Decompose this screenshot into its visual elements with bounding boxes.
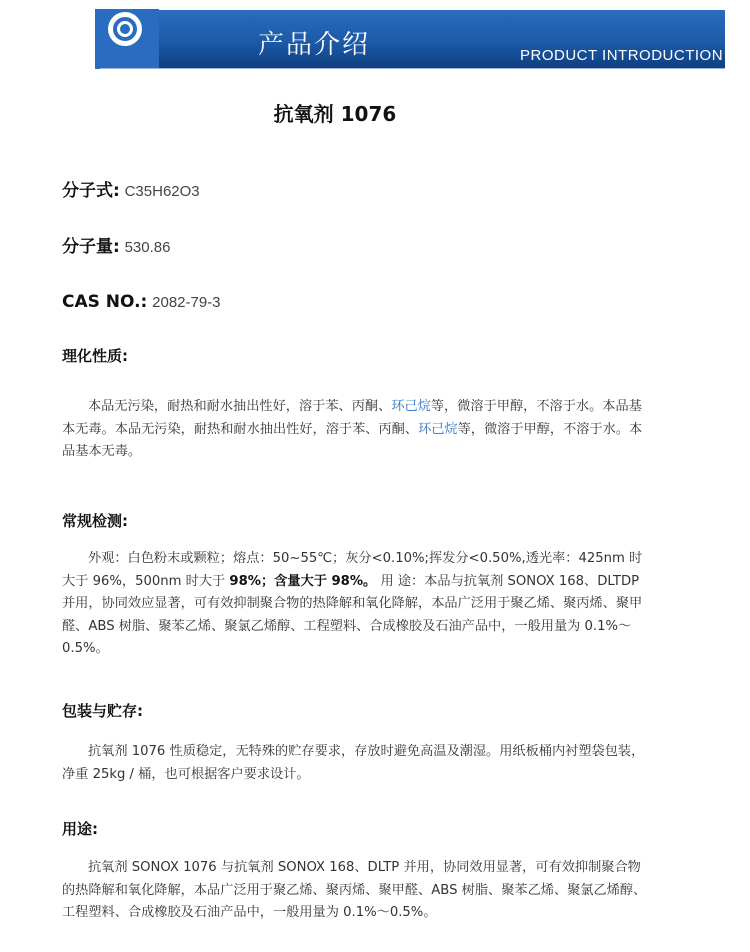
usage-title: 用途: (62, 820, 98, 838)
inspection-title: 常规检测: (62, 512, 128, 530)
inspection-text (62, 548, 647, 661)
properties-link-1[interactable]: 环己烷 (391, 399, 431, 414)
properties-title: 理化性质: (62, 347, 128, 365)
banner-subtitle: PRODUCT INTRODUCTION (520, 47, 724, 64)
properties-text (62, 396, 647, 464)
cas-row (62, 292, 221, 312)
cas-value: 2082-79-3 (152, 294, 221, 311)
product-title: 抗氧剂 1076 (273, 102, 397, 126)
weight-row (62, 232, 170, 257)
inspection-text-2: 用 途：本品与抗氧剂 SONOX 168、DLTDP 并用，协同效应显著，可有效抑制聚合物的热降解和氧化降解，本品广泛用于聚乙烯、聚丙烯、聚甲醛、ABS 树脂、聚苯乙烯、聚氯乙烯醇、工程塑料、合成橡胶及石油产品中，一般用量为 0.1%～0.5%。 (62, 573, 643, 656)
weight-label: 分子量: (62, 237, 120, 257)
banner-title: 产品介绍 (258, 30, 371, 60)
properties-text-1: 本品无污染，耐热和耐水抽出性好，溶于苯、丙酮、 (88, 399, 392, 414)
cas-label: CAS NO.: (62, 292, 148, 312)
weight-value: 530.86 (124, 239, 171, 256)
formula-row (62, 176, 200, 201)
usage-text: 抗氧剂 SONOX 1076 与抗氧剂 SONOX 168、DLTP 并用，协同效用显著，可有效抑制聚合物的热降解和氧化降解，本品广泛用于聚乙烯、聚丙烯、聚甲醛、ABS 树脂、聚苯乙烯、聚氯乙烯醇、工程塑料、合成橡胶及石油产品中，一般用量为 0.1%～0.5%。 (62, 860, 647, 920)
packaging-title: 包装与贮存: (62, 702, 143, 720)
formula-label: 分子式: (62, 181, 120, 201)
properties-text-3: 等，微溶于甲醇，不溶于水。本品基本无毒。 (62, 421, 643, 459)
banner-divider (100, 68, 725, 69)
packaging-text: 抗氧剂 1076 性质稳定，无特殊的贮存要求，存放时避免高温及潮湿。用纸板桶内衬塑袋包装，净重 25kg / 桶，也可根据客户要求设计。 (62, 744, 645, 782)
properties-link-2[interactable]: 环己烷 (418, 421, 458, 437)
formula-value: C35H62O3 (124, 183, 200, 200)
inspection-bold: 98%；含量大于 98%。 (229, 573, 377, 589)
inspection-text-1: 外观：白色粉末或颗粒；熔点：50~55℃；灰分<0.10%;挥发分<0.50%,透光率：425nm 时大于 96%，500nm 时大于 (62, 551, 643, 589)
properties-text-2: 等，微溶于甲醇，不溶于水。本品基本无毒。本品无污染，耐热和耐水抽出性好，溶于苯、丙酮、 (62, 399, 642, 437)
logo-icon (108, 12, 142, 46)
